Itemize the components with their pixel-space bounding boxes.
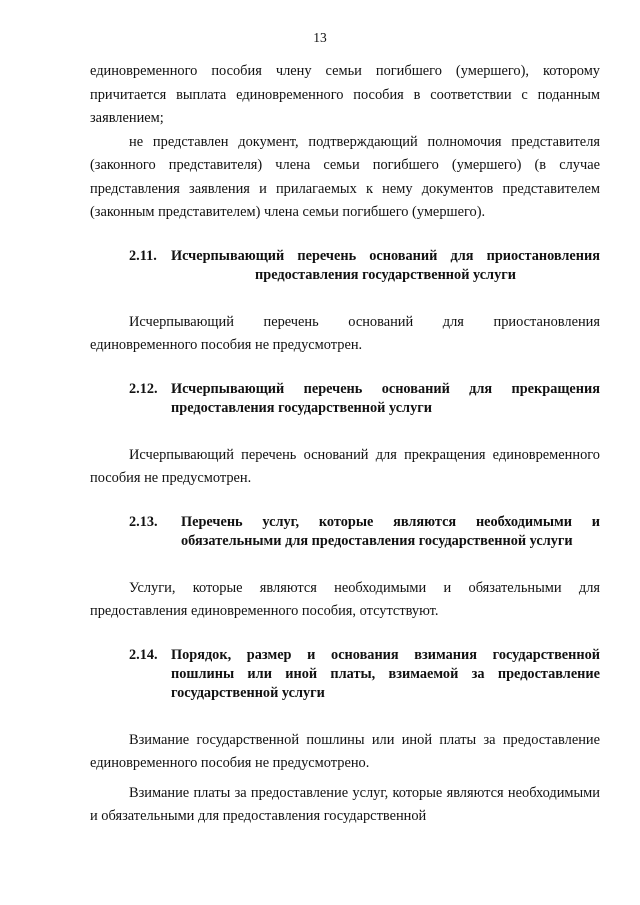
section-number: 2.12. bbox=[129, 380, 158, 397]
section-2-14-text-2: Взимание платы за предоставление услуг, которые являются необходимыми и обязательными для предоставления государственной bbox=[90, 784, 600, 824]
page-content bbox=[90, 60, 600, 829]
section-number: 2.11. bbox=[129, 247, 157, 264]
section-2-12-text: Исчерпывающий перечень оснований для прекращения единовременного пособия не предусмотрен. bbox=[90, 446, 600, 486]
page-number: 13 bbox=[313, 30, 327, 45]
section-heading-2-13 bbox=[129, 513, 600, 551]
section-2-14-text-1: Взимание государственной пошлины или иной платы за предоставление единовременного пособия не предусмотрено. bbox=[90, 731, 600, 771]
section-title: Исчерпывающий перечень оснований для прекращения предоставления государственной услуги bbox=[171, 380, 600, 416]
section-title: Перечень услуг, которые являются необходимыми и обязательными для предоставления государственной услуги bbox=[181, 513, 600, 549]
paragraph-continued: единовременного пособия члену семьи погибшего (умершего), которому причитается выплата единовременного пособия в соответствии с поданным заявлением; bbox=[90, 63, 600, 126]
section-2-13-text: Услуги, которые являются необходимыми и обязательными для предоставления единовременного пособия, отсутствуют. bbox=[90, 579, 600, 619]
section-title: Исчерпывающий перечень оснований для приостановления предоставления государственной услуги bbox=[171, 247, 600, 283]
section-number: 2.14. bbox=[129, 646, 158, 663]
section-number: 2.13. bbox=[129, 513, 158, 530]
section-title: Порядок, размер и основания взимания государственной пошлины или иной платы, взимаемой за предоставление государственной услуги bbox=[171, 646, 600, 701]
section-heading-2-11 bbox=[129, 247, 600, 285]
section-heading-2-12 bbox=[129, 380, 600, 418]
paragraph-representative-document: не представлен документ, подтверждающий полномочия представителя (законного представителя) члена семьи погибшего (умершего) (в случае представления заявления и прилагаемых к нему документов представителем (законным представителем) члена семьи погибшего (умершего). bbox=[90, 133, 600, 220]
section-heading-2-14 bbox=[129, 646, 600, 703]
section-2-11-text: Исчерпывающий перечень оснований для приостановления единовременного пособия не предусмотрен. bbox=[90, 313, 600, 353]
